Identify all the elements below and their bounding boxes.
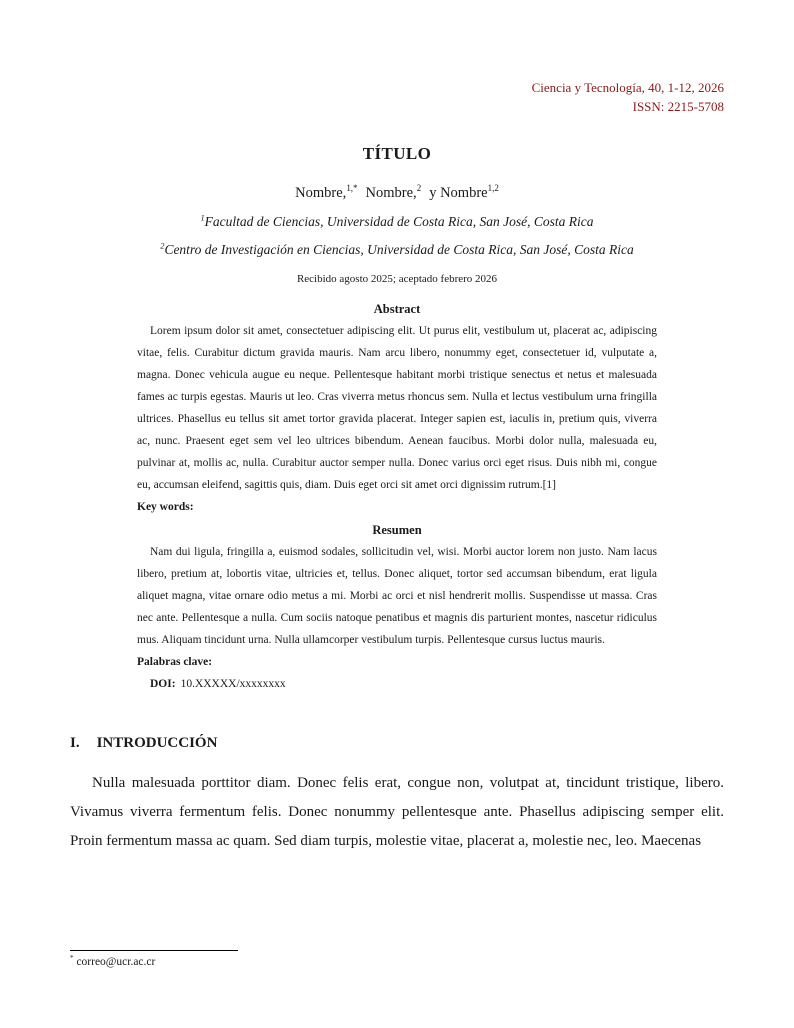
journal-citation: Ciencia y Tecnología, 40, 1-12, 2026 xyxy=(531,80,724,95)
author-2 xyxy=(366,185,422,201)
doi-value: 10.XXXXX/xxxxxxxx xyxy=(180,678,286,690)
journal-issn: ISSN: 2215-5708 xyxy=(632,99,724,114)
keywords-label: Key words: xyxy=(137,501,194,513)
affiliation-1-text: Facultad de Ciencias, Universidad de Costa Rica, San José, Costa Rica xyxy=(204,214,594,229)
affiliation-1 xyxy=(70,214,724,230)
abstract-text: Lorem ipsum dolor sit amet, consectetuer adipiscing elit. Ut purus elit, vestibulum ut, placerat ac, adipiscing vitae, felis. Curabitur dictum gravida mauris. Nam arcu libero, nonummy eget, consectetuer id, vulputate a, magna. Donec vehicula augue eu neque. Pellentesque habitant morbi tristique senectus et netus et malesuada fames ac turpis egestas. Mauris ut leo. Cras viverra metus rhoncus sem. Nulla et lectus vestibulum urna fringilla ultrices. Phasellus eu tellus sit amet tortor gravida placerat. Integer sapien est, iaculis in, pretium quis, viverra ac, nunc. Praesent eget sem vel leo ultrices bibendum. Aenean faucibus. Morbi dolor nulla, malesuada eu, pulvinar at, mollis ac, nulla. Curabitur auctor semper nulla. Donec varius orci eget risus. Duis nibh mi, congue eu, accumsan eleifend, sagittis quis, diam. Duis eget orci sit amet orci dignissim rutrum.[1] xyxy=(137,325,657,491)
paper-title: TÍTULO xyxy=(362,144,432,163)
footnote-email: correo@ucr.ac.cr xyxy=(76,956,156,968)
received-accepted-line: Recibido agosto 2025; aceptado febrero 2026 xyxy=(296,273,498,285)
author-2-name: Nombre, xyxy=(365,185,417,201)
intro-paragraph: Nulla malesuada porttitor diam. Donec felis erat, congue non, volutpat at, tincidunt tristique, libero. Vivamus viverra fermentum felis. Donec nonummy pellentesque ante. Phasellus adipiscing semper elit. Proin fermentum massa ac quam. Sed diam turpis, molestie vitae, placerat a, molestie nec, leo. Maecenas xyxy=(70,775,724,849)
author-line xyxy=(70,185,724,202)
affiliation-2-marker: 2 xyxy=(160,241,165,251)
doi-line xyxy=(137,673,657,695)
footnote-rule xyxy=(70,950,238,951)
author-3-affiliation-marker: 1,2 xyxy=(487,183,499,194)
abstract-heading: Abstract xyxy=(373,302,421,316)
section-title: INTRODUCCIÓN xyxy=(96,735,218,751)
journal-header xyxy=(70,78,724,116)
abstract-block xyxy=(137,302,657,695)
section-heading-introduccion xyxy=(70,735,724,752)
resumen-text: Nam dui ligula, fringilla a, euismod sodales, sollicitudin vel, wisi. Morbi auctor lorem non justo. Nam lacus libero, pretium at, lobortis vitae, ultricies et, tellus. Donec aliquet, tortor sed accumsan bibendum, erat ligula aliquet magna, vitae ornare odio metus a mi. Morbi ac orci et nisl hendrerit mollis. Suspendisse ut massa. Cras nec ante. Pellentesque a nulla. Cum sociis natoque penatibus et magnis dis parturient montes, nascetur ridiculus mus. Aliquam tincidunt urna. Nulla ullamcorper vestibulum turpis. Pellentesque cursus luctus mauris. xyxy=(137,546,657,646)
author-3 xyxy=(429,185,499,201)
author-2-affiliation-marker: 2 xyxy=(416,183,422,194)
footnote-marker: * xyxy=(70,954,74,963)
author-1-name: Nombre, xyxy=(295,185,347,201)
footnote xyxy=(70,950,238,968)
section-number: I. xyxy=(70,735,80,751)
affiliation-2 xyxy=(70,242,724,258)
palabras-clave-label: Palabras clave: xyxy=(137,656,213,668)
doi-label: DOI: xyxy=(150,678,176,690)
affiliation-2-text: Centro de Investigación en Ciencias, Universidad de Costa Rica, San José, Costa Rica xyxy=(164,242,634,257)
author-3-name: y Nombre xyxy=(429,185,488,201)
resumen-heading: Resumen xyxy=(372,523,422,537)
author-1-affiliation-marker: 1,* xyxy=(346,183,358,194)
affiliation-1-marker: 1 xyxy=(200,213,205,223)
footnote-line xyxy=(70,956,238,968)
author-1 xyxy=(295,185,357,201)
